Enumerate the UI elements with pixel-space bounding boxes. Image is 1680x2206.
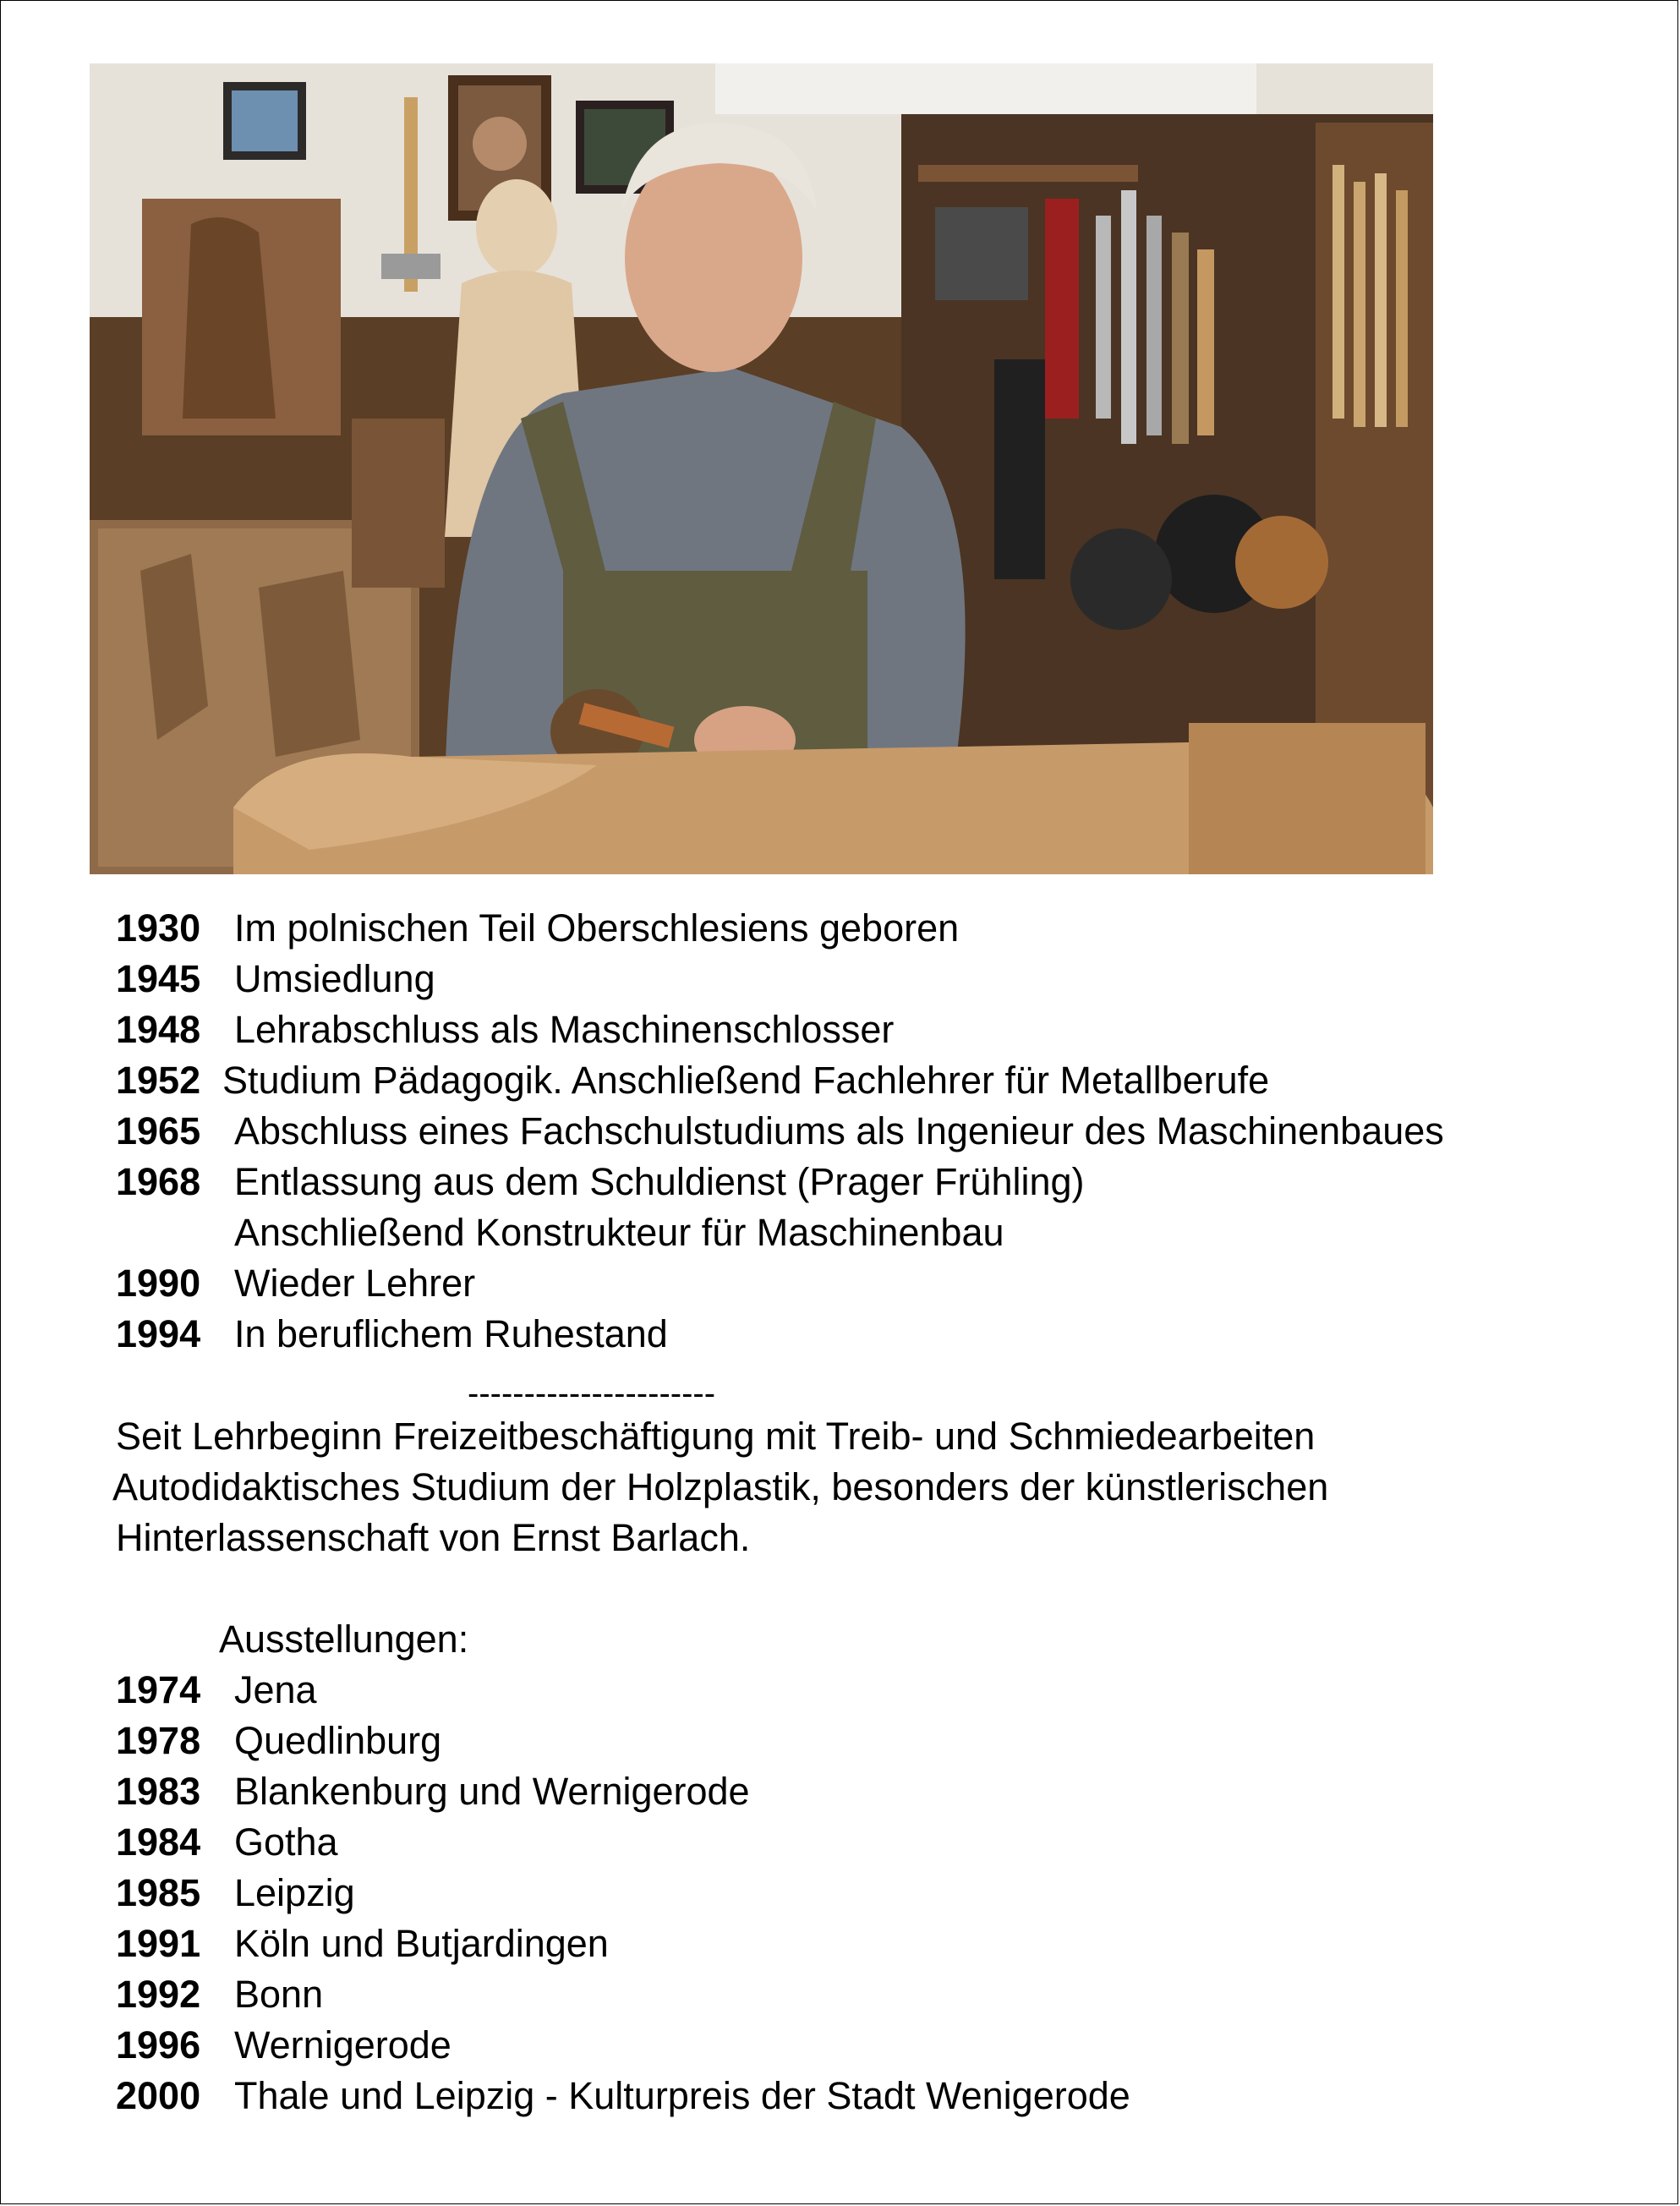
event-text: Wieder Lehrer <box>234 1262 476 1305</box>
year: 1984 <box>116 1820 201 1864</box>
event-text: Studium Pädagogik. Anschließend Fachlehrer für Metallberufe <box>222 1059 1270 1102</box>
paragraph-line: Autodidaktisches Studium der Holzplastik, besonders der künstlerischen <box>112 1465 1329 1508</box>
bio-row <box>116 1309 1655 1360</box>
exhibition-row <box>116 1868 1655 1919</box>
workshop-photo-illustration <box>90 63 1433 874</box>
exhibition-place: Gotha <box>234 1820 338 1864</box>
exhibition-row <box>116 1817 1655 1868</box>
bio-row <box>116 1207 1655 1258</box>
event-text: Im polnischen Teil Oberschlesiens geboren <box>234 906 960 950</box>
event-text: Lehrabschluss als Maschinenschlosser <box>234 1008 895 1051</box>
year: 1978 <box>116 1719 201 1762</box>
event-text: Anschließend Konstrukteur für Maschinenbau <box>234 1211 1004 1254</box>
exhibition-row <box>116 1919 1655 1969</box>
year: 1952 <box>116 1059 201 1102</box>
year: 1948 <box>116 1008 201 1051</box>
biography-list <box>116 903 1655 1360</box>
year: 1930 <box>116 906 201 950</box>
exhibition-place: Jena <box>234 1668 317 1711</box>
year: 1968 <box>116 1160 201 1203</box>
event-text: Entlassung aus dem Schuldienst (Prager Frühling) <box>234 1160 1085 1203</box>
year: 1990 <box>116 1262 201 1305</box>
bio-row <box>116 903 1655 954</box>
exhibition-row <box>116 1969 1655 2020</box>
exhibition-place: Blankenburg und Wernigerode <box>234 1770 750 1813</box>
year: 2000 <box>116 2074 201 2117</box>
exhibition-place: Bonn <box>234 1973 324 2016</box>
bio-row <box>116 1157 1655 1207</box>
exhibition-place: Wernigerode <box>234 2023 451 2066</box>
year: 1983 <box>116 1770 201 1813</box>
exhibition-row <box>116 2071 1655 2121</box>
separator-line: ---------------------- <box>468 1375 716 1412</box>
year: 1985 <box>116 1871 201 1914</box>
exhibition-row <box>116 1716 1655 1766</box>
year: 1974 <box>116 1668 201 1711</box>
exhibition-place: Leipzig <box>234 1871 355 1914</box>
bio-row <box>116 1055 1655 1106</box>
exhibition-place: Thale und Leipzig - Kulturpreis der Stadt Wenigerode <box>234 2074 1130 2117</box>
event-text: In beruflichem Ruhestand <box>234 1312 668 1355</box>
exhibition-place: Quedlinburg <box>234 1719 442 1762</box>
exhibition-place: Köln und Butjardingen <box>234 1922 609 1965</box>
portrait-photo <box>90 63 1433 874</box>
event-text: Umsiedlung <box>234 957 435 1000</box>
paragraph-line: Hinterlassenschaft von Ernst Barlach. <box>116 1516 751 1559</box>
exhibition-row <box>116 1665 1655 1716</box>
year: 1992 <box>116 1973 201 2016</box>
bio-row <box>116 1106 1655 1157</box>
year: 1965 <box>116 1109 201 1152</box>
year: 1996 <box>116 2023 201 2066</box>
year: 1991 <box>116 1922 201 1965</box>
exhibition-row <box>116 1766 1655 1817</box>
bio-row <box>116 954 1655 1004</box>
event-text: Abschluss eines Fachschulstudiums als Ingenieur des Maschinenbaues <box>234 1109 1444 1152</box>
bio-row <box>116 1004 1655 1055</box>
exhibitions-heading: Ausstellungen: <box>219 1618 469 1661</box>
bio-row <box>116 1258 1655 1309</box>
paragraph-line: Seit Lehrbeginn Freizeitbeschäftigung mit Treib- und Schmiedearbeiten <box>116 1415 1316 1458</box>
year: 1945 <box>116 957 201 1000</box>
exhibitions-list <box>116 1665 1655 2121</box>
exhibition-row <box>116 2020 1655 2071</box>
year: 1994 <box>116 1312 201 1355</box>
